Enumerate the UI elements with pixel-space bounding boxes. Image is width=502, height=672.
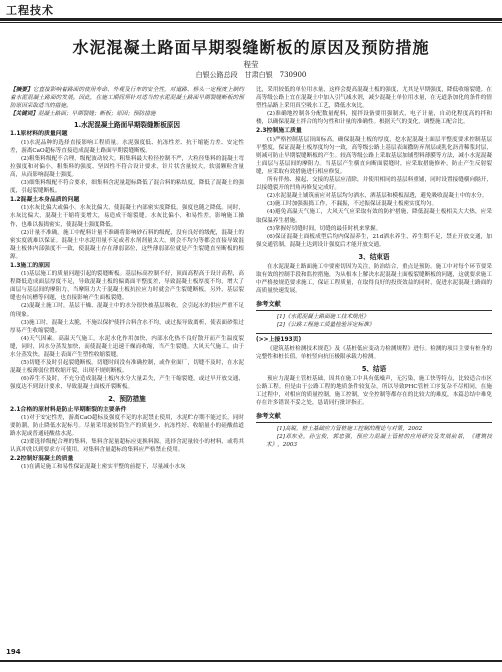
abstract (10, 86, 244, 110)
abstract-text: 它直接影响着路面的使用寿命、外观及行车的安全性，对道路、桥头一定程度上制约着水泥混凝土路面的发展。因此，在施工期间须针对适当的水泥混凝土路面早期裂缝断板的预防原因采取适当的措施。 (10, 87, 244, 110)
paragraph: (5)掌握好切缝时间，切缝的最佳时机来掌握。 (267, 225, 382, 232)
paragraph: (6)养生不及时，不充分造成混凝土板内水分大量丢失，产生干缩裂缝，或过早开放交通，强度达不到设计要求，导致混凝土面板开裂断板。 (10, 376, 244, 391)
page-number: 194 (6, 648, 21, 656)
heading-conclusion: 5、结语 (361, 364, 387, 373)
paragraph: (1)水灰比偏大或偏小。水灰比偏大，使混凝土内部密实度降低，强度也随之降低。同时，水灰比偏大，混凝土干缩将变增大，易造成干缩裂缝。水灰比偏小，和易性差，影响施工操作，也难以振捣密实，使混凝土强度降低。 (10, 205, 244, 228)
footer-rule (0, 660, 502, 662)
heading-1-3: 1.3施工的原因 (10, 262, 50, 269)
paragraph: 在水泥混凝土路面施工中要密切因为关注，防治结合，重点是预防。施工中对每个环节要采取有效的控制手段和监控措施，为从根本上解决水泥混凝土面板裂缝断板的问题，这就要求施工中严格按规范要求施工，保证工程质量，在取得良好的投资效益的同时，促进水泥混凝土路面的高质量快速发展。 (256, 263, 492, 295)
paragraph: (1)基层施工的质量问题引起的裂缝断板。基层标高控制不好，顶面高程高于设计高程，高程降低造成面层厚度不足，导致混凝土板的偏离面平整度差，导致混凝土板厚度不均，增大了面层与基层间的摩阻力，当摩阻力大于混凝土板抗拉应力时就会产生裂缝断板。另外，基层裂缝也有坑槽等问题，也直接影响产生面板裂缝。 (10, 271, 244, 302)
author-affiliation: 白银公路总段 甘肃白银 730900 (195, 71, 307, 79)
paragraph: (3)细集料级配不符合要求，细集料含泥量超标降低了混合料的粘结度，降低了混凝土的强度，引起裂缝断板。 (10, 180, 244, 195)
paragraph: (4)天气因素。高温天气施工，水泥水化作用加快，内部水化热不良好散开而产生温度裂缝，同时，因水分蒸发加快，而使混凝土迅速干燥而收缩，当产生裂缝。大风天气施工，由于水分蒸发快，混凝土表面产生塑性收缩裂缝。 (10, 335, 244, 358)
paragraph: (2)水泥混凝土铺筑前应对基层均匀洒水，洒基层和模板湿透，避免吸收混凝土中的水分。 (267, 193, 488, 200)
continued-from-label: (>>上接193页) (256, 337, 302, 344)
paragraph: (1)对于安定性差，游离CaO超标及强度不足的水泥禁止使用，水泥贮存期不能过长，同时要防潮，防止降低水泥标号。尽量采用旋转筒生产的质量少、抗冻性好、收缩量小的硅酸盐道路水泥或普通硅酸盐水泥。 (10, 414, 244, 437)
references-rule (256, 310, 492, 311)
header-rule (0, 18, 502, 21)
paragraph: (2)粗集料级配不合理，级配波动较大。粗集料最大粒径控制不严，大粒径集料的混凝土弯拉强度和对偏小，粗集料的强度、坚固性不符合设计要求，针片状含量较大，软弱颗粒含量高，从而影响混凝土强度。 (10, 155, 244, 178)
keywords-label: 【关键词】 (10, 111, 38, 118)
heading-section-2: 2、预防措施 (108, 395, 146, 404)
author-name: 程莹 (243, 60, 259, 69)
paragraph: (1)严格控制基层顶面标高，确保混凝土板的厚度，挖水泥混凝土面层平整度要求控制基层平整度，保证混凝土板厚度均匀一致，高等级公路上基层表面撒防弃剂层或乳化沥青稀浆封层，则减可防止早期裂缝断板的产生。较高等级公路上采取基层加铺塑料薄膜等方法，减小水泥混凝土面层与基层间的摩阻力。当基层产生横直向断面裂缝时，应采取措施修补，防止产生反射裂缝，应采取有效措施进行相应修复。 (256, 136, 492, 175)
section-tag: 工程技术 (6, 4, 54, 17)
header-rule-thin (0, 22, 502, 23)
paragraph: (2)计量不准确。施工中配料计量不准确将影响砂石料的级配，没有良好的级配，混凝土的密实度就难以保证。混凝土中水泥用量不足或者水剂剂量太大，则会不均匀等都会直接导致混凝土板体内部强度不一致，使混凝土存在薄弱部位，这些薄弱部位就是产生裂缝直至断板的根源。 (10, 229, 244, 260)
heading-section-1: 1.水泥混凝土路面早期裂缝断板原因 (74, 121, 180, 130)
references-heading: 参考文献 (256, 301, 281, 309)
article-title: 水泥混凝土路面早期裂缝断板的原因及预防措施 (72, 38, 430, 57)
paragraph: 所有伴热、撞起、交接的基层应清除，并使用相同的基层料重铺，同时设置接缝横向隔开，以接缝裂开的凹角再修复完成好。 (256, 177, 492, 192)
paragraph: 比，采用较低的单位用水量，这样会提高混凝土板的强度，尤其是早期强度，降低收缩裂缝。在高等级公路上宜在混凝土中加入引气减水剂，减少混凝土单位用水量，在无道条加化的条件的情塑性品路上采用真空吸水工艺，降低水灰比。 (256, 87, 492, 110)
reference-item: [2]《公路工程施工质量检验评定标准》 (277, 322, 375, 329)
right-column (256, 86, 492, 449)
abstract-label: 【摘要】 (10, 87, 33, 93)
paragraph: (1)在满足施工和易性保证混凝土密实平整的前提下，尽量减小水灰 (21, 464, 186, 471)
paragraph: (1)水泥品种的选择直接影响工程质量。水泥强度低、抗冻性差、抗干缩能力差、安定性差，游离CaO超标等直接造成混凝土路面早期裂缝断板。 (10, 139, 244, 154)
reference-item: [2]邓东业，孙宝俊，郭忠强，预应力混凝土管桩的应用研究及发展前景，《建筑技术》，2003 (266, 434, 492, 449)
paragraph: 《建筑基桩检测技术规范》及《基桩低应变动力检测规程》进行。检测的项目主要有桩身的完整性和桩长值，单桩竖向抗压极限承载力检测。 (256, 345, 492, 360)
reference-item: [1]高锐，桩土基础应力管桩施工控制的理论与对策，2002 (277, 426, 423, 433)
heading-2-2: 2.2控制好混凝土的质量 (10, 456, 74, 463)
paragraph: (2)要选择级配合理的集料，集料含泥量超标应更换料源，选择含泥量较小的材料，或将其认真冲洗以到要求方可使用，对集料含量超标的集料应严格禁止使用。 (10, 438, 244, 454)
heading-2-3: 2.3控制施工质量 (256, 128, 302, 135)
keywords-text: 混凝土路面；早期裂缝；断板；原因；预防措施 (37, 111, 156, 118)
paragraph: (2)混凝土施工时，基层干燥、混凝土中的水分很快被基层吸收，会引起水的供应严重不足的现象。 (10, 303, 244, 318)
heading-2-1: 2.1合格的原材料是防止早期断裂的主要条件 (10, 406, 127, 413)
references-rule (256, 422, 492, 423)
paragraph: (3)施工时，混凝土太脆，不施以保护使拌合料含水不均，或过振导致离析，使表面砂浆过厚易产生收缩裂缝。 (10, 319, 244, 334)
left-column (10, 86, 244, 471)
paragraph: (3)施工时加强振捣工作，不漏振，不过振保证混凝土板密实度均匀。 (267, 201, 438, 208)
heading-1-2: 1.2混凝土本身品质的问题 (10, 197, 80, 204)
paragraph: (2)准确地控制各分配数量配料，搅拌设备要用强制式，电子计量，自动化程度高的拌和楼，以确保混凝土拌合的均匀性和计量的准确性。根据天气的变化，调整施工配合比。 (256, 111, 492, 126)
paragraph: (4)避免高温天气施工，大风天气应采取有效的防护措施，降低混凝土板相关大大热，应采取保温养生措施。 (256, 209, 492, 224)
heading-1-1: 1.1原材料的质量问题 (10, 131, 68, 138)
continued-article (256, 333, 492, 449)
paragraph: (5)切缝不及时引起裂缝断板。切缝时间没有准确控制，或作业面厂，切缝不及时，在水泥混凝土板薄弱位置收缩开裂，出现不规则断板。 (10, 360, 244, 375)
references-heading: 参考文献 (256, 413, 281, 421)
paragraph: (6)保证混凝土面板成型后均内保湿养生，21d洒水养生，养生期不足，禁止开放交通，加强交通管制，混凝土达到设计强度后才能开放交通。 (256, 233, 492, 248)
keywords (10, 110, 244, 118)
paragraph: 预应力混凝土管桩基础，因其在施工中具有低噪声，无污染，施工快等特点，比较适合市区公路工程。但是由于公路工程的地质条件较复杂，所以导致PHC管桩工序复杂不尽相同，在施工过程中，对相应的质量控制，施工控制，安全控制等都存在的比较大的难度，本篇总结中难免存在许多错误不妥之处，恳请同行批评指正。 (256, 375, 492, 407)
reference-item: [1]《水泥混凝土路面施工技术规范》 (277, 314, 369, 321)
heading-section-3: 3、结束语 (358, 252, 390, 261)
